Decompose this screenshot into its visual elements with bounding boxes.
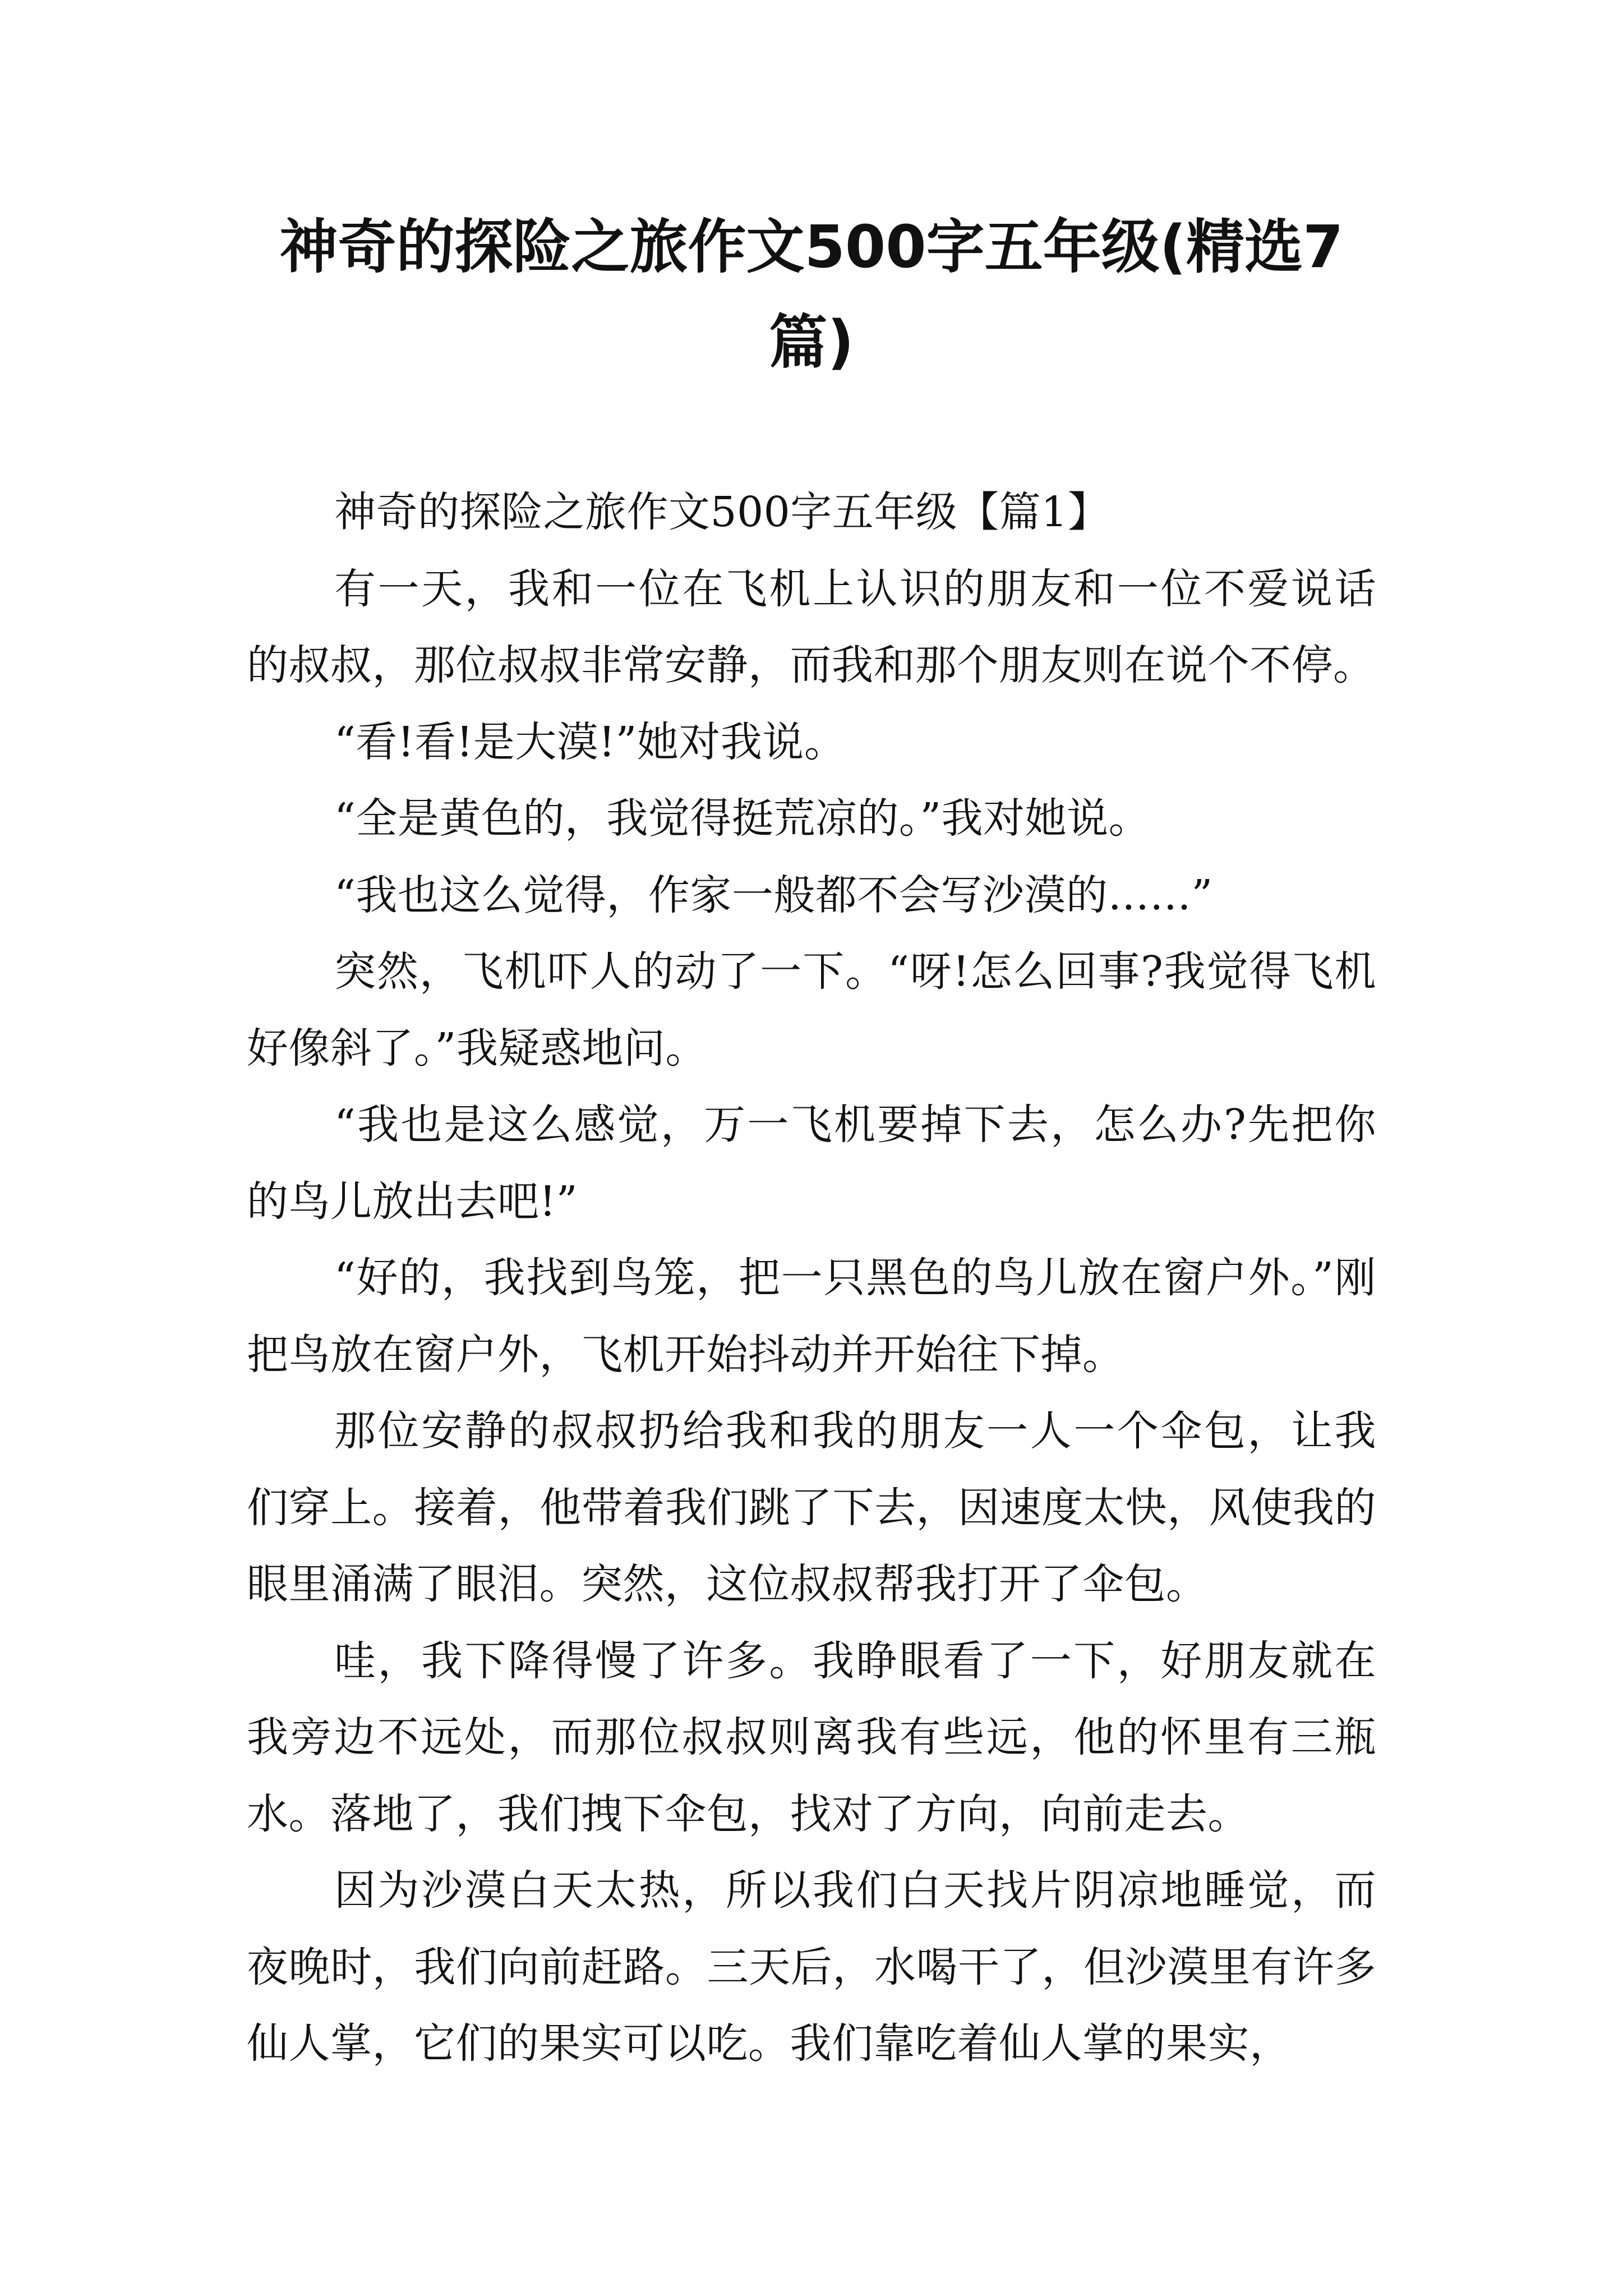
paragraph: “我也这么觉得，作家一般都不会写沙漠的……”: [334, 871, 1213, 919]
paragraph: 哇，我下降得慢了许多。我睁眼看了一下，好朋友就在我旁边不远处，而那位叔叔则离我有些远，他的怀里有三瓶水。落地了，我们拽下伞包，找对了方向，向前走去。: [247, 1636, 1376, 1838]
paragraph: “全是黄色的，我觉得挺荒凉的。”我对她说。: [334, 794, 1151, 843]
paragraph: 那位安静的叔叔扔给我和我的朋友一人一个伞包，让我们穿上。接着，他带着我们跳了下去，因速度太快，风使我的眼里涌满了眼泪。突然，这位叔叔帮我打开了伞包。: [247, 1407, 1376, 1608]
paragraph: 有一天，我和一位在飞机上认识的朋友和一位不爱说话的叔叔，那位叔叔非常安静，而我和那个朋友则在说个不停。: [247, 564, 1376, 689]
paragraph: 因为沙漠白天太热，所以我们白天找片阴凉地睡觉，而夜晚时，我们向前赶路。三天后，水喝干了，但沙漠里有许多仙人掌，它们的果实可以吃。我们靠吃着仙人掌的果实，: [247, 1866, 1376, 2068]
paragraph: “好的，我找到鸟笼，把一只黑色的鸟儿放在窗户外。”刚把鸟放在窗户外，飞机开始抖动并开始往下掉。: [247, 1254, 1376, 1379]
document-title: 神奇的探险之旅作文500字五年级(精选7篇): [279, 213, 1344, 376]
section-heading: 神奇的探险之旅作文500字五年级【篇1】: [334, 488, 1110, 536]
paragraph: 突然，飞机吓人的动了一下。“呀!怎么回事?我觉得飞机好像斜了。”我疑惑地问。: [247, 947, 1376, 1073]
paragraph: “看!看!是大漠!”她对我说。: [334, 717, 846, 766]
document-body: [247, 474, 1376, 2082]
paragraph: “我也是这么感觉，万一飞机要掉下去，怎么办?先把你的鸟儿放出去吧!”: [247, 1101, 1376, 1226]
